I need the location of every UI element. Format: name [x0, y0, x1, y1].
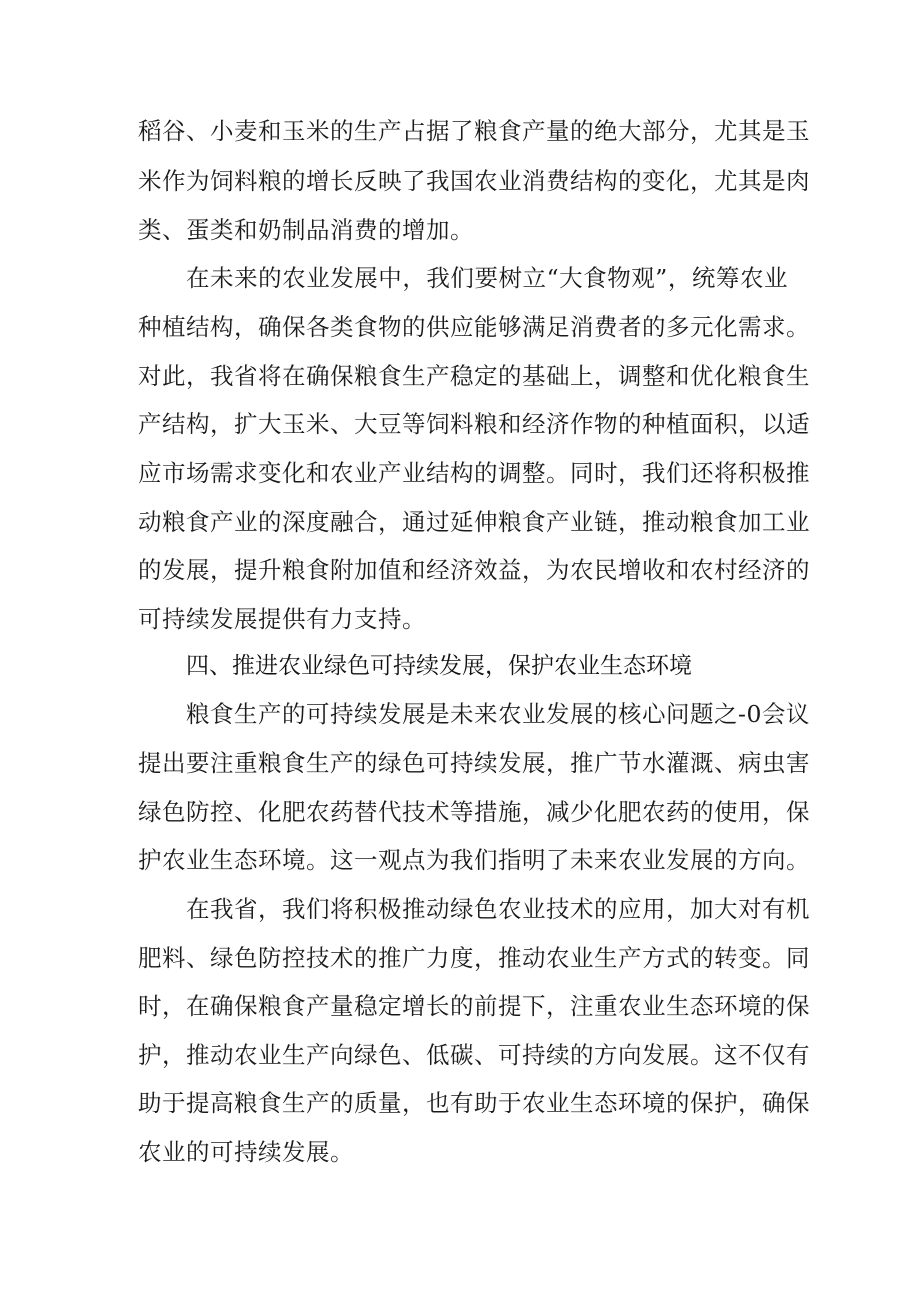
- paragraph-2-line-3: 对此，我省将在确保粮食生产稳定的基础上，调整和优化粮食生: [138, 362, 810, 390]
- paragraph-1-line-1: 稻谷、小麦和玉米的生产占据了粮食产量的绝大部分，尤其是玉: [138, 117, 810, 145]
- paragraph-4-line-5: 助于提高粮食生产的质量，也有助于农业生态环境的保护，确保: [138, 1089, 810, 1117]
- paragraph-4-line-1: 在我省，我们将积极推动绿色农业技术的应用，加大对有机: [186, 895, 810, 923]
- paragraph-3-line-3: 绿色防控、化肥农药替代技术等措施，减少化肥农药的使用，保: [138, 798, 810, 826]
- paragraph-4-line-4: 护，推动农业生产向绿色、低碳、可持续的方向发展。这不仅有: [138, 1041, 810, 1069]
- paragraph-3-line-1: 粮食生产的可持续发展是未来农业发展的核心问题之-0会议: [186, 700, 810, 728]
- paragraph-3-line-4: 护农业生态环境。这一观点为我们指明了未来农业发展的方向。: [138, 846, 810, 874]
- paragraph-2-line-6: 动粮食产业的深度融合，通过延伸粮食产业链，推动粮食加工业: [138, 508, 810, 536]
- paragraph-2-line-5: 应市场需求变化和农业产业结构的调整。同时，我们还将积极推: [138, 459, 810, 487]
- paragraph-2-line-1: 在未来的农业发展中，我们要树立“大食物观”，统筹农业: [186, 264, 788, 292]
- paragraph-1-line-2: 米作为饲料粮的增长反映了我国农业消费结构的变化，尤其是肉: [138, 167, 810, 195]
- paragraph-2-line-2: 种植结构，确保各类食物的供应能够满足消费者的多元化需求。: [138, 313, 810, 341]
- section-heading: 四、推进农业绿色可持续发展，保护农业生态环境: [186, 653, 692, 679]
- paragraph-1-line-3: 类、蛋类和奶制品消费的增加。: [138, 216, 474, 244]
- paragraph-4-line-3: 时，在确保粮食产量稳定增长的前提下，注重农业生态环境的保: [138, 992, 810, 1020]
- paragraph-2-line-8: 可持续发展提供有力支持。: [138, 605, 426, 633]
- paragraph-2-line-7: 的发展，提升粮食附加值和经济效益，为农民增收和农村经济的: [138, 556, 810, 584]
- paragraph-3-line-2: 提出要注重粮食生产的绿色可持续发展，推广节水灌溉、病虫害: [138, 749, 810, 777]
- paragraph-2-line-4: 产结构，扩大玉米、大豆等饲料粮和经济作物的种植面积，以适: [138, 410, 810, 438]
- paragraph-4-line-2: 肥料、绿色防控技术的推广力度，推动农业生产方式的转变。同: [138, 944, 810, 972]
- paragraph-4-line-6: 农业的可持续发展。: [138, 1138, 354, 1166]
